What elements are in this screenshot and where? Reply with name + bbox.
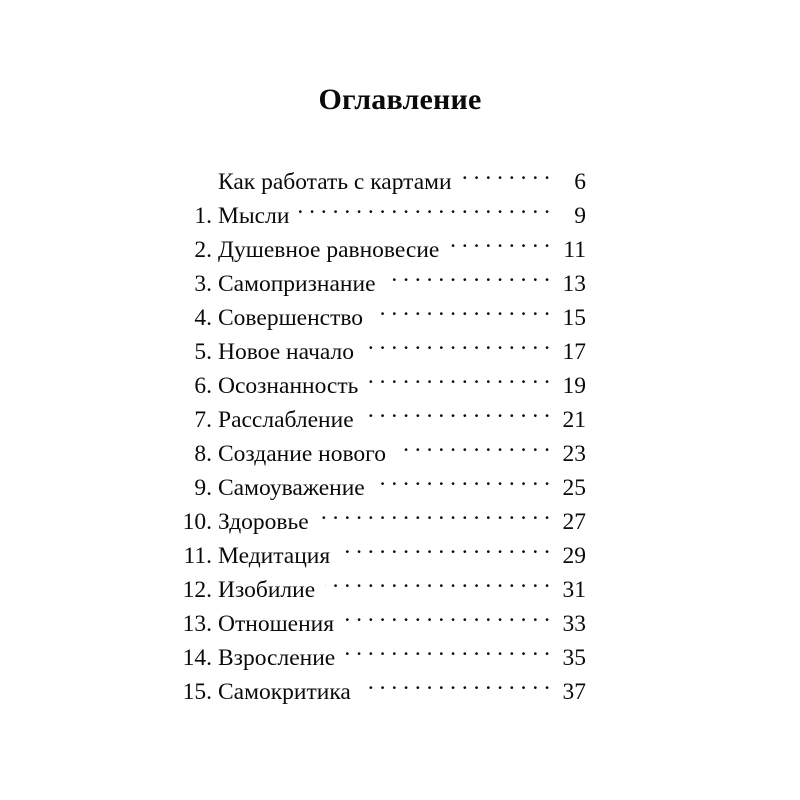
toc-entry-page-number: 35 xyxy=(562,645,586,671)
toc-entry-number: 15. xyxy=(182,679,212,705)
toc-entry-page-number: 9 xyxy=(574,203,586,229)
toc-entry[interactable] xyxy=(178,155,586,195)
toc-entry-page-number: 31 xyxy=(562,577,586,603)
toc-entry-page-number: 23 xyxy=(562,441,586,467)
toc-entry-page-number: 21 xyxy=(562,407,586,433)
toc-entry-label: Отношения xyxy=(218,611,335,637)
toc-dot-leader xyxy=(368,359,550,393)
toc-dot-leader xyxy=(449,223,550,257)
toc-entry-label: Изобилие xyxy=(218,577,316,603)
toc-entry-page-number: 13 xyxy=(562,271,586,297)
toc-dot-leader xyxy=(340,529,550,563)
toc-entry-label: Совершенство xyxy=(218,305,364,331)
toc-entry-label: Самоуважение xyxy=(218,475,365,501)
toc-entry-number: 3. xyxy=(194,271,212,297)
toc-entry-label: Осознанность xyxy=(218,373,359,399)
toc-entry-page-number: 11 xyxy=(563,237,586,263)
toc-dot-leader xyxy=(364,393,550,427)
toc-entry-label: Самокритика xyxy=(218,679,351,705)
toc-entry-number: 5. xyxy=(194,339,212,365)
toc-entry-label: Взросление xyxy=(218,645,336,671)
toc-dot-leader xyxy=(344,597,550,631)
toc-entry-page-number: 37 xyxy=(562,679,586,705)
toc-entry-label: Душевное равновесие xyxy=(218,237,440,263)
table-of-contents-list xyxy=(178,155,586,705)
toc-entry-number: 2. xyxy=(194,237,212,263)
toc-entry-label: Создание нового xyxy=(218,441,386,467)
toc-entry-number: 8. xyxy=(194,441,212,467)
toc-entry-number: 9. xyxy=(194,475,212,501)
toc-entry-page-number: 33 xyxy=(562,611,586,637)
toc-entry-page-number: 17 xyxy=(562,339,586,365)
toc-entry-number: 1. xyxy=(194,203,212,229)
toc-dot-leader xyxy=(396,427,550,461)
toc-entry-label: Здоровье xyxy=(218,509,309,535)
toc-dot-leader xyxy=(299,189,550,223)
toc-entry-label: Как работать с картами xyxy=(218,169,452,195)
toc-entry-number: 6. xyxy=(194,373,212,399)
toc-dot-leader xyxy=(375,461,550,495)
toc-entry-number: 12. xyxy=(182,577,212,603)
toc-entry-label: Новое начало xyxy=(218,339,354,365)
toc-entry-number: 14. xyxy=(182,645,212,671)
toc-entry-page-number: 27 xyxy=(562,509,586,535)
toc-entry-page-number: 15 xyxy=(562,305,586,331)
toc-dot-leader xyxy=(345,631,550,665)
toc-entry-number: 11. xyxy=(183,543,212,569)
toc-dot-leader xyxy=(319,495,550,529)
toc-entry-label: Расслабление xyxy=(218,407,354,433)
toc-entry-page-number: 25 xyxy=(562,475,586,501)
toc-entry-number: 4. xyxy=(194,305,212,331)
toc-entry-page-number: 29 xyxy=(562,543,586,569)
toc-dot-leader xyxy=(386,257,550,291)
toc-entry-page-number: 19 xyxy=(562,373,586,399)
page-title: Оглавление xyxy=(318,83,482,116)
toc-entry-label: Самопризнание xyxy=(218,271,376,297)
toc-entry-page-number: 6 xyxy=(574,169,586,195)
toc-entry-label: Медитация xyxy=(218,543,331,569)
toc-dot-leader xyxy=(462,155,550,189)
toc-dot-leader xyxy=(325,563,550,597)
toc-dot-leader xyxy=(361,665,550,699)
toc-entry-number: 13. xyxy=(182,611,212,637)
toc-dot-leader xyxy=(364,325,550,359)
toc-entry-number: 7. xyxy=(194,407,212,433)
toc-entry-number: 10. xyxy=(182,509,212,535)
toc-entry-label: Мысли xyxy=(218,203,290,229)
toc-dot-leader xyxy=(373,291,550,325)
